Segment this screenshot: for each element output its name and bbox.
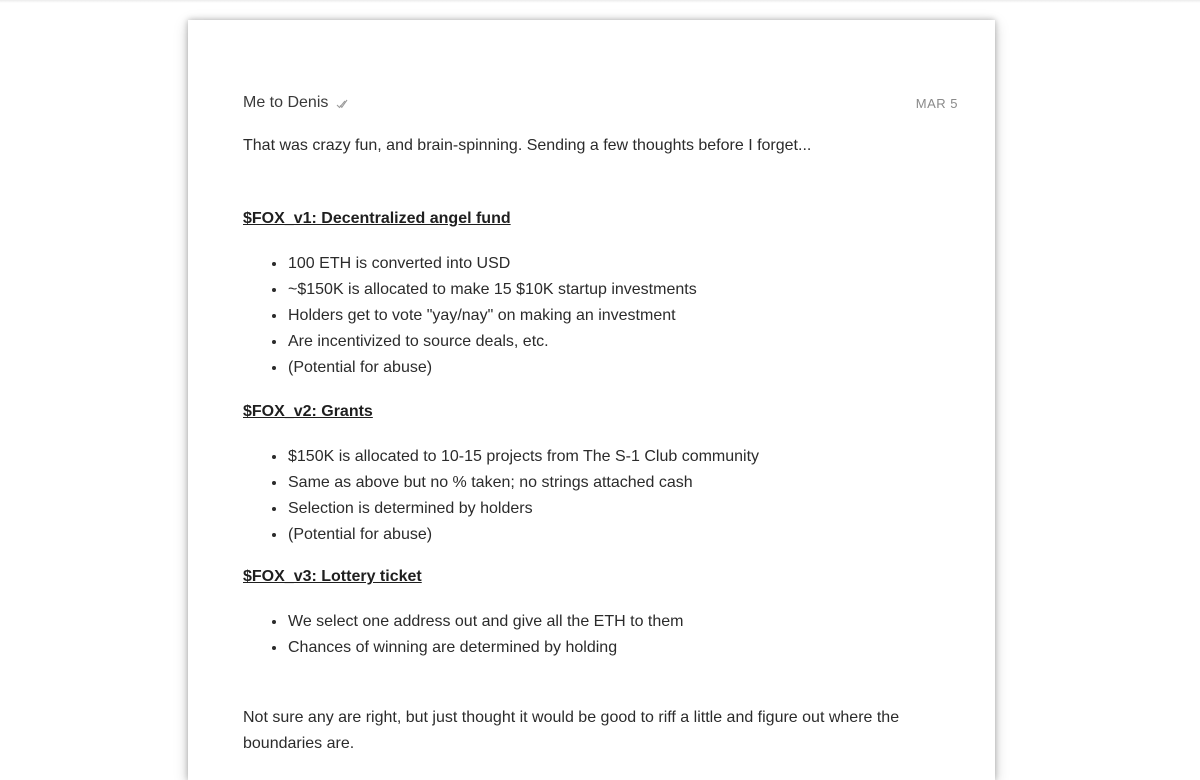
list-item: Holders get to vote "yay/nay" on making an investment: [288, 303, 697, 329]
list-item: Chances of winning are determined by holding: [288, 635, 683, 661]
list-item: Selection is determined by holders: [288, 496, 759, 522]
email-message-card: [188, 20, 995, 780]
list-item: 100 ETH is converted into USD: [288, 251, 697, 277]
double-check-icon: [336, 97, 348, 109]
list-item: Are incentivized to source deals, etc.: [288, 329, 697, 355]
top-edge: [0, 0, 1200, 3]
closing-text: Not sure any are right, but just thought it would be good to riff a little and figure out where the boundaries are.: [243, 709, 900, 752]
sender-line[interactable]: [243, 94, 348, 112]
intro-text: That was crazy fun, and brain-spinning. Sending a few thoughts before I forget...: [243, 137, 812, 154]
section-title-v3: $FOX_v3: Lottery ticket: [243, 568, 422, 585]
section-title-v1: $FOX_v1: Decentralized angel fund: [243, 210, 511, 227]
list-item: Same as above but no % taken; no strings attached cash: [288, 470, 759, 496]
list-item: ~$150K is allocated to make 15 $10K startup investments: [288, 277, 697, 303]
list-item: (Potential for abuse): [288, 522, 759, 548]
bullet-list-v3: [243, 609, 683, 661]
bullet-list-v1: [243, 251, 697, 381]
list-item: We select one address out and give all the ETH to them: [288, 609, 683, 635]
sender-label: Me to Denis: [243, 94, 329, 111]
bullet-list-v2: [243, 444, 759, 548]
section-title-v2: $FOX_v2: Grants: [243, 403, 373, 420]
message-date: MAR 5: [915, 96, 958, 111]
list-item: (Potential for abuse): [288, 355, 697, 381]
message-header: [243, 94, 958, 116]
list-item: $150K is allocated to 10-15 projects from The S-1 Club community: [288, 444, 759, 470]
